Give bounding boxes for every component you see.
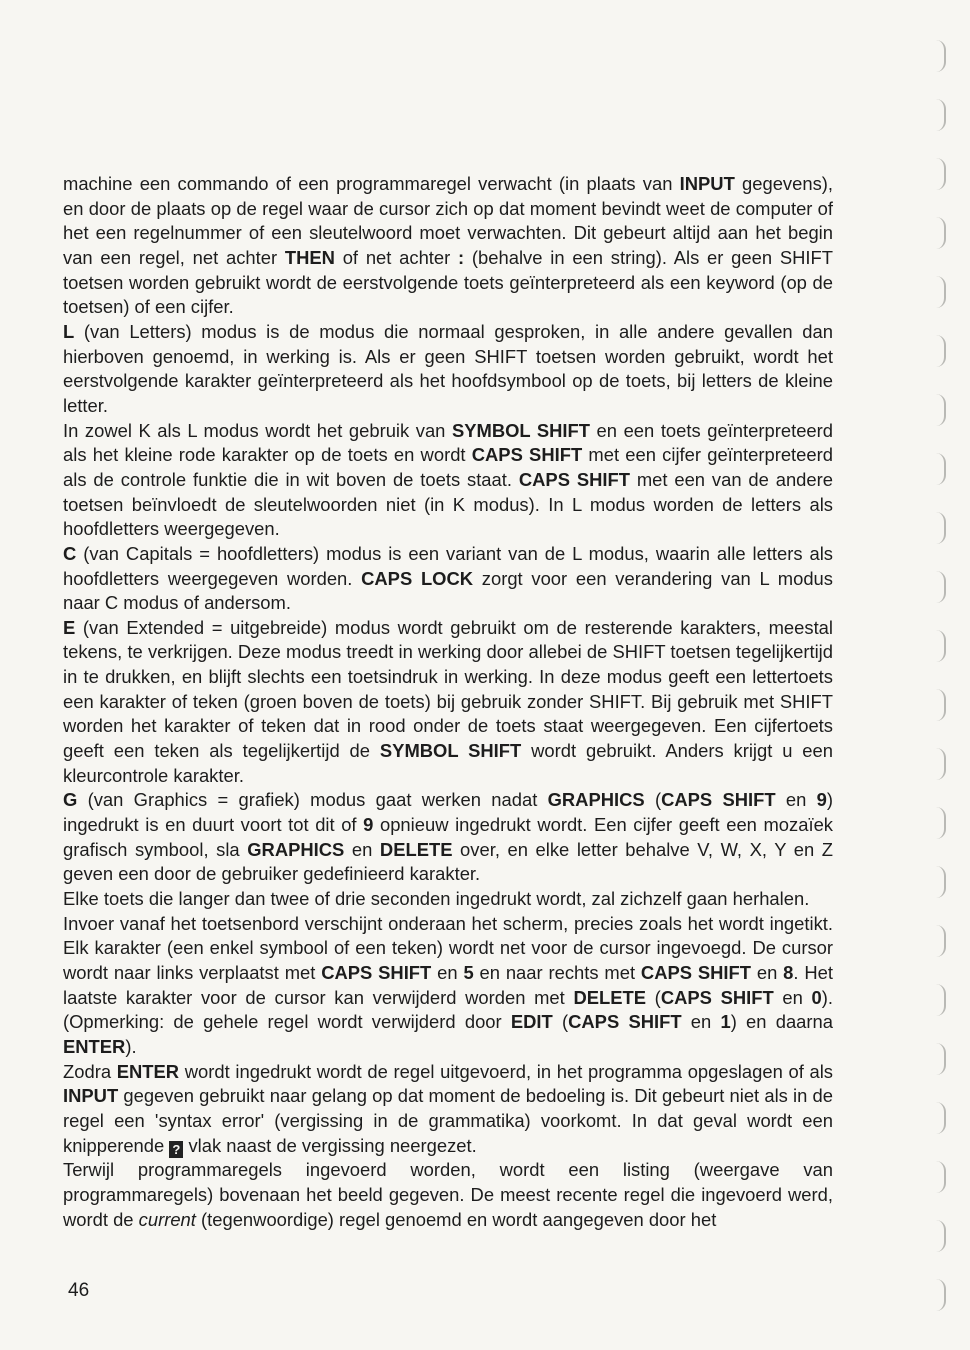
paragraph — [63, 887, 833, 912]
text-run: ( — [644, 789, 662, 811]
page-number: 46 — [68, 1280, 90, 1301]
bold-keyword: 0 — [811, 986, 822, 1008]
paragraph — [63, 1060, 833, 1159]
paragraph — [63, 320, 833, 419]
binding-ring — [932, 630, 946, 662]
bold-keyword: CAPS SHIFT — [471, 444, 583, 466]
text-run: met een van de andere toetsen beïnvloedt de sleutelwoorden niet (in K modus). In L modus worden de letters als hoofdletters weergegeven. — [63, 468, 833, 540]
text-run: Invoer vanaf het toetsenbord verschijnt onderaan het scherm, precies zoals het wordt ingetikt. Elk karakter (een enkel symbool of een teken) wordt net voor de cursor ingevoegd. De cursor wordt naar links verplaatst met — [63, 912, 833, 983]
text-run: gegevens), en door de plaats op de regel waar de cursor zich op dat moment bevindt weet de computer of het een regelnummer of een sleutelwoord moet verwachten. Dit gebeurt altijd aan het begin van een regel, net achter — [63, 173, 833, 268]
binding-ring — [932, 1102, 946, 1134]
binding-ring — [932, 40, 946, 72]
paragraph — [63, 542, 833, 616]
text-run: (van Extended = uitgebreide) modus wordt gebruikt om de resterende karakters, meestal tekens, te verkrijgen. Deze modus treedt in werking door allebei de SHIFT toetsen tegelijkertijd in te drukken, en blijft slechts een toetsindruk in werking. In deze modus geeft een lettertoets een karakter of teken (groen boven de toets) bij gebruik zonder SHIFT. Bij gebruik met SHIFT worden het karakter of teken dat in rood onder de toets staat weergegeven. Een cijfertoets geeft een teken als tegelijkertijd de — [63, 616, 833, 762]
binding-ring — [932, 807, 946, 839]
text-run: ). (Opmerking: de gehele regel wordt verwijderd door — [63, 986, 833, 1033]
bold-keyword: C — [63, 542, 77, 564]
text-run: (behalve in een string). Als er geen SHIFT toetsen worden gebruikt wordt de eerstvolgende toets geïnterpreteerd als een keyword (op de toetsen) of een cijfer. — [63, 246, 833, 318]
binding-ring — [932, 217, 946, 249]
bold-keyword: CAPS SHIFT — [518, 468, 630, 490]
paragraph — [63, 912, 833, 1060]
bold-keyword: ENTER — [63, 1035, 126, 1057]
text-run: en — [775, 789, 817, 811]
binding-ring — [932, 276, 946, 308]
bold-keyword: INPUT — [63, 1085, 119, 1107]
bold-keyword: 9 — [363, 814, 374, 836]
text-run: of net achter — [334, 246, 459, 268]
text-run: Elke toets die langer dan twee of drie seconden ingedrukt wordt, zal zichzelf gaan herhalen. — [63, 888, 810, 910]
binding-ring — [932, 1279, 946, 1311]
text-run: en — [773, 986, 812, 1008]
bold-keyword: CAPS SHIFT — [568, 1011, 682, 1033]
paragraph — [63, 1158, 833, 1232]
bold-keyword: INPUT — [679, 173, 735, 194]
bold-keyword: DELETE — [573, 986, 646, 1008]
text-run: wordt gebruikt. Anders krijgt u een kleurcontrole karakter. — [63, 740, 833, 786]
text-run: (van Graphics = grafiek) modus gaat werken nadat — [77, 789, 548, 811]
paragraph — [63, 788, 833, 887]
binding-ring — [932, 984, 946, 1016]
text-run: Zodra — [63, 1060, 117, 1082]
text-run: machine een commando of een programmaregel verwacht (in plaats van — [63, 173, 680, 194]
binding-ring — [932, 1043, 946, 1075]
binding-ring — [932, 512, 946, 544]
italic-term: current — [138, 1208, 196, 1230]
text-run: vlak naast de vergissing neergezet. — [183, 1134, 477, 1156]
text-run: en een toets geïnterpreteerd als het kleine rode karakter op de toets en wordt — [63, 419, 833, 466]
binding-ring — [932, 1220, 946, 1252]
binding-ring — [932, 1161, 946, 1193]
paragraph — [63, 172, 833, 320]
text-run: en — [431, 962, 464, 983]
binding-ring — [932, 689, 946, 721]
binding-ring — [932, 571, 946, 603]
binding-ring — [932, 748, 946, 780]
bold-keyword: G — [63, 789, 78, 811]
binding-ring — [932, 99, 946, 131]
text-run: (van Letters) modus is de modus die normaal gesproken, in alle andere gevallen dan hierboven genoemd, in werking is. Als er geen SHIFT toetsen worden gebruikt, wordt het eerstvolgende karakter geïnterpreteerd als het hoofdsymbool op de toets, bij letters de kleine letter. — [63, 320, 833, 416]
bold-keyword: E — [63, 616, 76, 638]
bold-keyword: SYMBOL SHIFT — [451, 419, 590, 441]
text-run: opnieuw ingedrukt wordt. Een cijfer geeft een mozaïek grafisch symbool, sla — [63, 814, 833, 860]
binding-ring — [932, 925, 946, 957]
bold-keyword: 9 — [816, 789, 827, 811]
bold-keyword: CAPS SHIFT — [660, 986, 774, 1008]
bold-keyword: 5 — [463, 962, 474, 983]
text-run: ( — [646, 986, 661, 1008]
bold-keyword: CAPS SHIFT — [640, 962, 751, 983]
text-run: en — [344, 838, 380, 860]
bold-keyword: SYMBOL SHIFT — [379, 740, 522, 762]
text-run: gegeven gebruikt naar gelang op dat moment de bedoeling is. Dit gebeurt niet als in de regel een 'syntax error' (vergissing in de grammatika) voorkomt. In dat geval wordt een knipperende — [63, 1085, 833, 1156]
text-run: en — [681, 1011, 721, 1033]
spiral-binding — [922, 40, 952, 1340]
paragraph — [63, 616, 833, 789]
text-run: (van Capitals = hoofdletters) modus is een variant van de L modus, waarin alle letters als hoofdletters weergegeven worden. — [63, 542, 833, 589]
text-run: Terwijl programmaregels ingevoerd worden, wordt een listing (weergave van programmaregels) bovenaan het beeld gegeven. De meest recente regel die ingevoerd werd, wordt de — [63, 1159, 833, 1230]
text-run: wordt ingedrukt wordt de regel uitgevoerd, in het programma opgeslagen of als — [179, 1060, 833, 1082]
bold-keyword: 8 — [783, 962, 794, 983]
text-run: over, en elke letter behalve V, W, X, Y en Z geven een door de gebruiker gedefinieerd karakter. — [63, 838, 833, 885]
text-run: en — [751, 962, 784, 983]
body-text — [63, 172, 833, 1232]
bold-keyword: CAPS SHIFT — [321, 962, 432, 983]
bold-keyword: THEN — [284, 246, 335, 268]
binding-ring — [932, 335, 946, 367]
binding-ring — [932, 158, 946, 190]
text-run: ) en daarna — [730, 1011, 833, 1033]
bold-keyword: CAPS LOCK — [361, 567, 474, 589]
binding-ring — [932, 866, 946, 898]
text-run: In zowel K als L modus wordt het gebruik van — [63, 419, 452, 441]
text-run: zorgt voor een verandering van L modus naar C modus of andersom. — [63, 567, 833, 614]
bold-keyword: DELETE — [379, 838, 453, 860]
bold-keyword: CAPS SHIFT — [661, 789, 776, 811]
bold-keyword: GRAPHICS — [547, 789, 645, 811]
bold-keyword: : — [458, 246, 465, 268]
text-run: ) ingedrukt is en duurt voort tot dit of — [63, 789, 833, 836]
text-run: en naar rechts met — [473, 962, 641, 983]
text-run: ( — [552, 1011, 569, 1033]
text-run: (tegenwoordige) regel genoemd en wordt aangegeven door het — [195, 1208, 717, 1230]
bold-keyword: ENTER — [116, 1060, 180, 1082]
syntax-error-marker-icon: ? — [169, 1141, 183, 1158]
paragraph — [63, 419, 833, 542]
text-run: . Het laatste karakter voor de cursor kan verwijderd worden met — [63, 962, 833, 1008]
bold-keyword: 1 — [720, 1011, 731, 1033]
binding-ring — [932, 453, 946, 485]
binding-ring — [932, 394, 946, 426]
bold-keyword: EDIT — [510, 1011, 553, 1033]
text-run: met een cijfer geïnterpreteerd als de controle funktie die in wit boven de toets staat. — [63, 444, 833, 490]
bold-keyword: L — [63, 320, 75, 342]
text-run: ). — [125, 1035, 137, 1057]
bold-keyword: GRAPHICS — [247, 838, 345, 860]
